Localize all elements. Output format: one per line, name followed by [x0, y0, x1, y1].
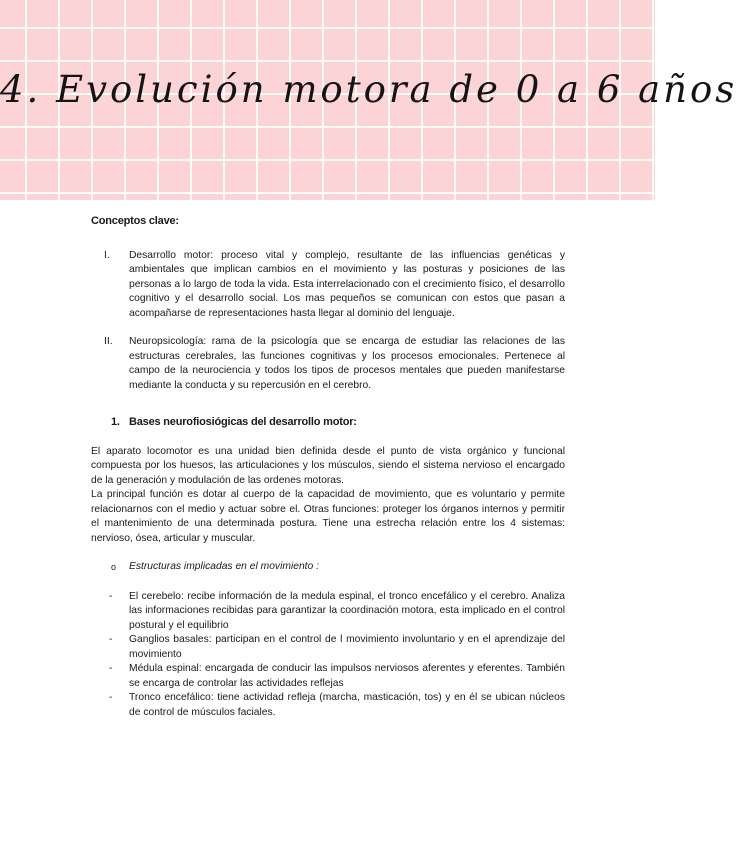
list-item	[91, 633, 565, 662]
concept-number: II.	[104, 336, 113, 347]
structures-subheading	[91, 560, 565, 575]
list-item	[91, 590, 565, 634]
list-item	[91, 691, 565, 720]
structures-heading-text: Estructuras implicadas en el movimiento :	[129, 561, 319, 572]
concept-text: Desarrollo motor: proceso vital y complejo, resultante de las influencias genéticas y ambientales que implican cambios en el movimiento y las posturas y posiciones de las personas a lo largo de toda la vida. Esta interrelacionado con el crecimiento físico, el desarrollo cognitivo y el desarrollo social. Los mas pequeños se comunican con estos que pasan a acompañarse de representaciones hasta llegar al dominio del lenguaje.	[129, 249, 565, 319]
circle-bullet-icon: o	[111, 562, 117, 572]
document-body	[91, 214, 565, 720]
header-grid-banner	[0, 0, 737, 200]
concepts-heading: Conceptos clave:	[91, 215, 179, 227]
page-title: 4. Evolución motora de 0 a 6 años	[0, 68, 737, 111]
concept-text: Neuropsicología: rama de la psicología que se encarga de estudiar las relaciones de las estructuras cerebrales, las funciones cognitivas y los procesos emocionales. Pertenece al campo de la neurociencia y todos los tipos de procesos mentales que pueden manifestarse mediante la conducta y su repercusión en el cerebro.	[129, 336, 565, 391]
section-heading	[91, 415, 565, 430]
dash-bullet: -	[109, 692, 113, 703]
paragraph: La principal función es dotar al cuerpo de la capacidad de movimiento, que es voluntario y permite relacionarnos con el medio y actuar sobre el. Otras funciones: proteger los órganos internos y permitir el mantenimiento de una determinada postura. Tiene una estrecha relación entre los 4 sistemas: nervioso, ósea, articular y muscular.	[91, 489, 565, 544]
list-item-text: Médula espinal: encargada de conducir las impulsos nerviosos aferentes y eferentes. También se encarga de controlar las actividades reflejas	[129, 663, 565, 689]
section-heading-text: Bases neurofiosiógicas del desarrollo motor:	[129, 416, 357, 428]
list-item-text: El cerebelo: recibe información de la medula espinal, el tronco encefálico y el cerebro. Analiza las informaciones recibidas para garantizar la coordinación motora, esta implicado en el control postural y el equilibrio	[129, 590, 565, 631]
concept-number: I.	[104, 249, 110, 261]
list-item	[91, 662, 565, 691]
section-number: 1.	[111, 416, 120, 428]
list-item-text: Tronco encefálico: tiene actividad refleja (marcha, masticación, tos) y en él se ubican núcleos de control de músculos faciales.	[129, 692, 565, 718]
dash-bullet: -	[109, 590, 113, 602]
dash-bullet: -	[109, 663, 113, 674]
concept-item	[91, 335, 565, 393]
concept-item	[91, 249, 565, 322]
dash-bullet: -	[109, 634, 113, 645]
paragraph: El aparato locomotor es una unidad bien definida desde el punto de vista orgánico y funcional compuesta por los huesos, las articulaciones y los músculos, siendo el sistema nervioso el encargado de la generación y modulación de las ordenes motoras.	[91, 445, 565, 486]
list-item-text: Ganglios basales: participan en el control de l movimiento involuntario y en el aprendizaje del movimiento	[129, 634, 565, 660]
